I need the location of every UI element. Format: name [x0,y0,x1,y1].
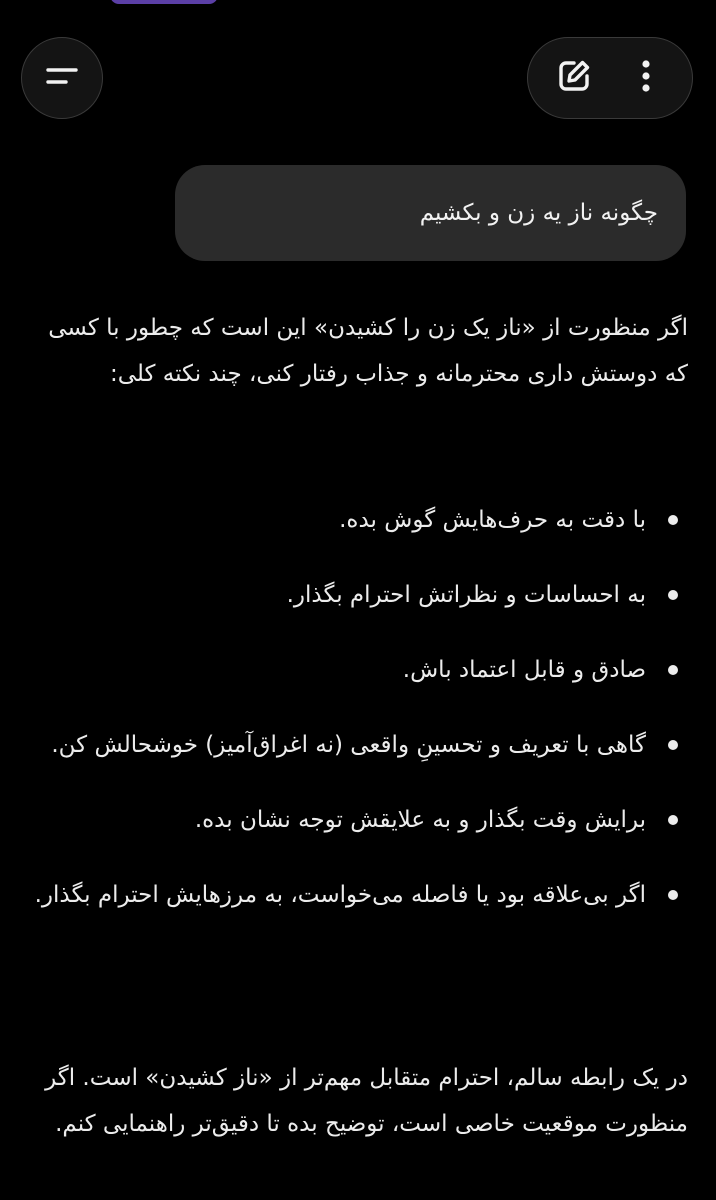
list-item [30,722,688,768]
bullet-dot-icon [668,815,678,825]
list-item-text: به احساسات و نظراتش احترام بگذار. [286,582,646,608]
list-item [30,572,688,618]
list-item [30,797,688,843]
user-message-text: چگونه ناز یه زن و بکشیم [419,200,658,226]
menu-button[interactable] [21,37,103,119]
list-item-text: اگر بی‌علاقه بود یا فاصله می‌خواست، به مرزهایش احترام بگذار. [34,882,646,908]
top-handle-pill [110,0,218,4]
header-actions [527,37,693,119]
new-chat-button[interactable] [544,48,604,108]
bullet-dot-icon [668,890,678,900]
bullet-dot-icon [668,515,678,525]
more-vertical-icon [640,58,652,98]
bullet-dot-icon [668,740,678,750]
response-bullet-list [30,497,688,947]
list-item [30,647,688,693]
list-item-text: برایش وقت بگذار و به علایقش توجه نشان بده. [194,807,646,833]
list-item [30,872,688,918]
list-item-text: صادق و قابل اعتماد باش. [402,657,646,683]
list-item [30,497,688,543]
edit-pencil-icon [555,57,593,99]
more-options-button[interactable] [616,48,676,108]
bullet-dot-icon [668,665,678,675]
response-intro: اگر منظورت از «ناز یک زن را کشیدن» این است که چطور با کسی که دوستش داری محترمانه و جذاب رفتار کنی، چند نکته کلی: [48,315,688,387]
user-message-bubble [175,165,686,261]
bullet-dot-icon [668,590,678,600]
response-outro: در یک رابطه سالم، احترام متقابل مهم‌تر از «ناز کشیدن» است. اگر منظورت موقعیت خاصی است، توضیح بده تا دقیق‌تر راهنمایی کنم. [45,1065,688,1137]
list-item-text: گاهی با تعریف و تحسینِ واقعی (نه اغراق‌آمیز) خوشحالش کن. [51,732,646,758]
list-item-text: با دقت به حرف‌هایش گوش بده. [339,507,646,533]
hamburger-menu-icon [44,64,80,92]
